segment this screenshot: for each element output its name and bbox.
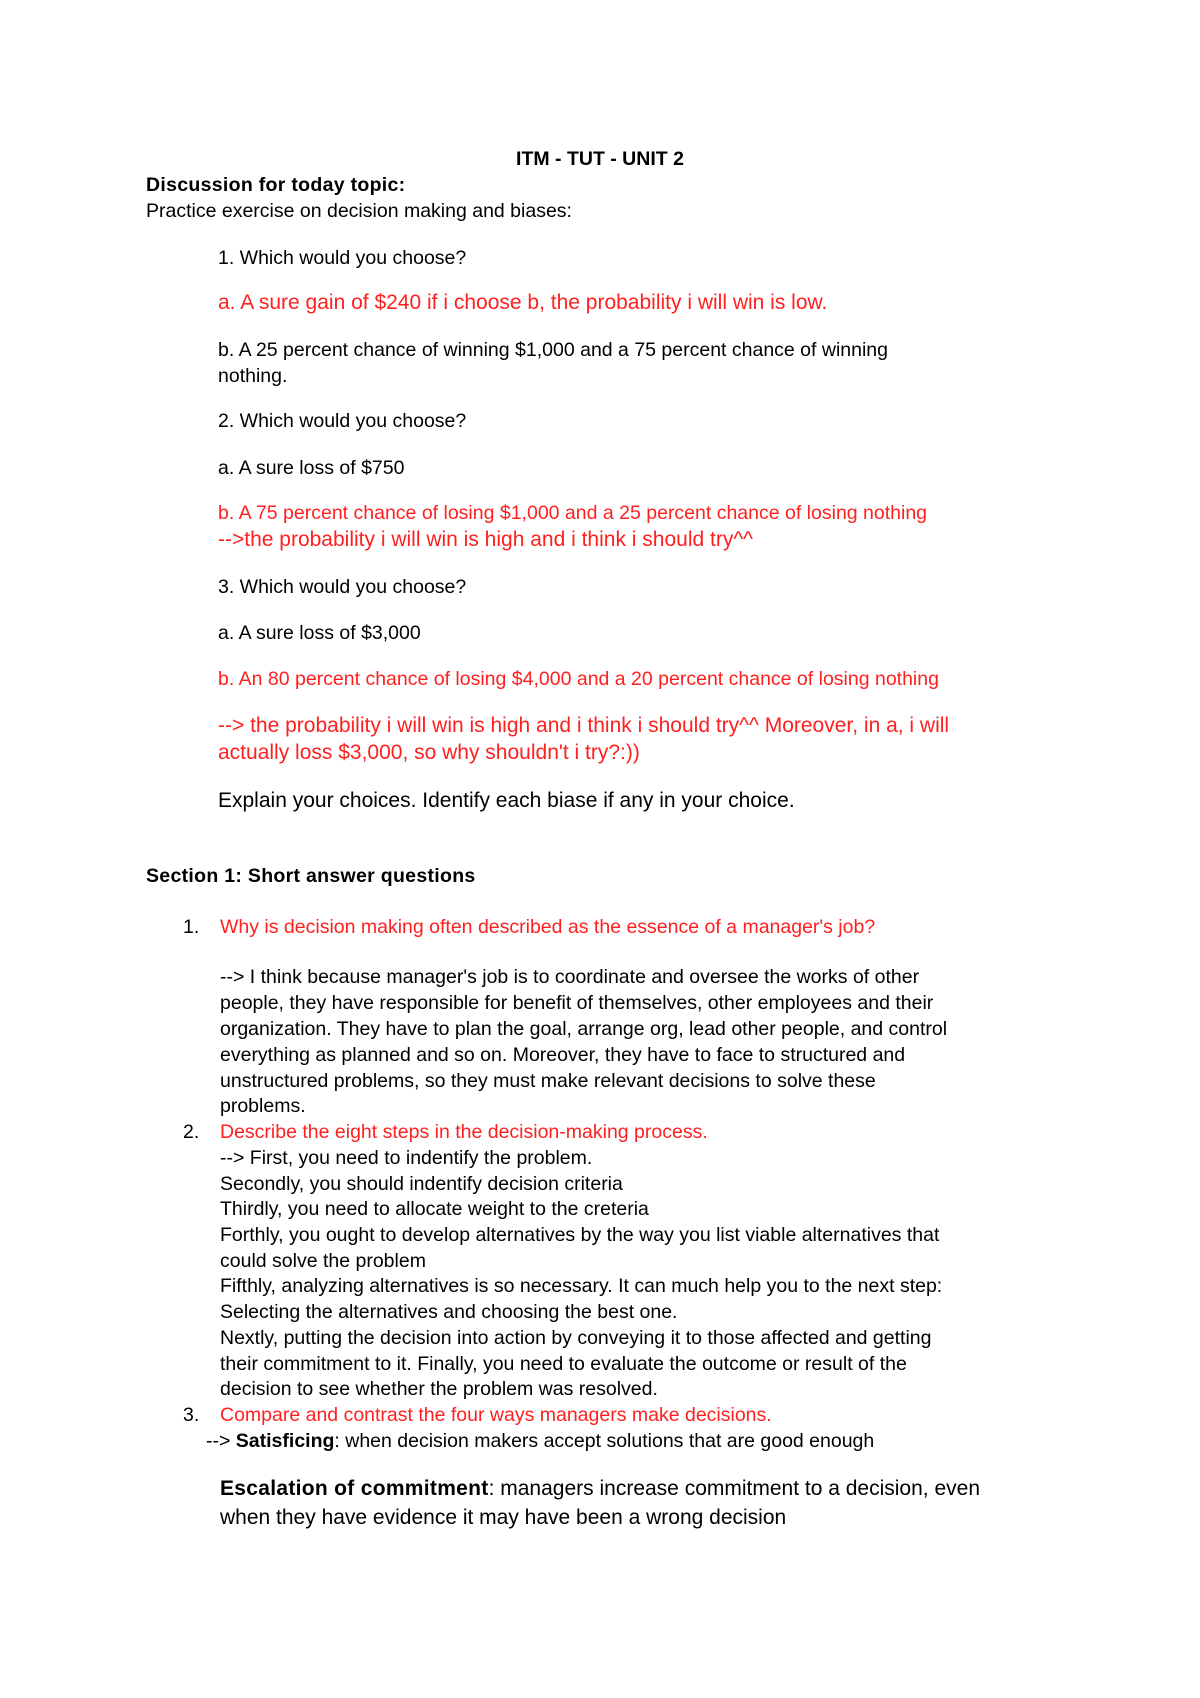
q3-option-b: b. An 80 percent chance of losing $4,000 and a 20 percent chance of losing nothing: [218, 668, 939, 690]
item3-escalation-line1: [220, 1476, 980, 1502]
item3-question: Compare and contrast the four ways managers make decisions.: [220, 1404, 772, 1426]
item2-question: Describe the eight steps in the decision-making process.: [220, 1121, 708, 1143]
item1-answer-line: people, they have responsible for benefit of themselves, other employees and their: [220, 992, 934, 1014]
item2-answer-line: decision to see whether the problem was resolved.: [220, 1378, 658, 1400]
item3-satisficing-text: : when decision makers accept solutions that are good enough: [334, 1430, 875, 1452]
item3-satisficing-prefix: -->: [206, 1430, 231, 1452]
section1-heading: Section 1: Short answer questions: [146, 865, 476, 887]
item2-answer-line: Secondly, you should indentify decision criteria: [220, 1173, 623, 1195]
item1-answer-line: problems.: [220, 1095, 306, 1117]
q1-question: 1. Which would you choose?: [218, 247, 467, 269]
item2-answer-line: Fifthly, analyzing alternatives is so necessary. It can much help you to the next step:: [220, 1275, 943, 1297]
item3-satisficing: [206, 1428, 874, 1454]
q2-option-b-note: -->the probability i will win is high and i think i should try^^: [218, 528, 754, 551]
item2-answer-line: their commitment to it. Finally, you need to evaluate the outcome or result of the: [220, 1353, 907, 1375]
q3-option-b-note-line1: --> the probability i will win is high and i think i should try^^ Moreover, in a, i will: [218, 714, 950, 737]
item1-answer-line: --> I think because manager's job is to coordinate and oversee the works of other: [220, 966, 920, 988]
item2-answer-line: --> First, you need to indentify the problem.: [220, 1147, 593, 1169]
item2-answer-line: Forthly, you ought to develop alternatives by the way you list viable alternatives that: [220, 1224, 940, 1246]
q2-option-a: a. A sure loss of $750: [218, 457, 405, 479]
practice-intro: Practice exercise on decision making and biases:: [146, 200, 572, 222]
explain-instruction: Explain your choices. Identify each biase if any in your choice.: [218, 789, 795, 812]
item2-answer-line: Selecting the alternatives and choosing the best one.: [220, 1301, 678, 1323]
item2-answer-line: could solve the problem: [220, 1250, 426, 1272]
item3-number: 3.: [183, 1404, 200, 1426]
item1-answer-line: unstructured problems, so they must make relevant decisions to solve these: [220, 1070, 876, 1092]
item1-answer-line: organization. They have to plan the goal, arrange org, lead other people, and control: [220, 1018, 948, 1040]
item1-question: Why is decision making often described as the essence of a manager's job?: [220, 916, 876, 938]
item3-escalation-line2: when they have evidence it may have been a wrong decision: [220, 1506, 787, 1529]
q1-option-a-note: if i choose b, the probability i will win is low.: [427, 291, 828, 314]
item3-satisficing-term: Satisficing: [235, 1430, 335, 1452]
discussion-heading: Discussion for today topic:: [146, 174, 406, 196]
q3-question: 3. Which would you choose?: [218, 576, 467, 598]
q1-option-a-text: a. A sure gain of $240: [218, 291, 422, 314]
q1-option-b-line2: nothing.: [218, 365, 288, 387]
q3-option-a: a. A sure loss of $3,000: [218, 622, 421, 644]
item3-escalation-term: Escalation of commitment: [220, 1477, 489, 1500]
q3-option-b-note-line2: actually loss $3,000, so why shouldn't i try?:)): [218, 741, 640, 764]
q2-option-b: b. A 75 percent chance of losing $1,000 and a 25 percent chance of losing nothing: [218, 502, 928, 524]
item1-answer-line: everything as planned and so on. Moreover, they have to face to structured and: [220, 1044, 906, 1066]
item2-answer-line: Thirdly, you need to allocate weight to the creteria: [220, 1198, 649, 1220]
item2-number: 2.: [183, 1121, 200, 1143]
item1-number: 1.: [183, 916, 200, 938]
item3-escalation-text-line1: : managers increase commitment to a decision, even: [488, 1477, 980, 1500]
q2-question: 2. Which would you choose?: [218, 410, 467, 432]
q1-option-b-line1: b. A 25 percent chance of winning $1,000 and a 75 percent chance of winning: [218, 339, 888, 361]
item2-answer-line: Nextly, putting the decision into action by conveying it to those affected and getting: [220, 1327, 932, 1349]
q1-option-a: [218, 290, 827, 316]
document-title: ITM - TUT - UNIT 2: [516, 148, 684, 170]
